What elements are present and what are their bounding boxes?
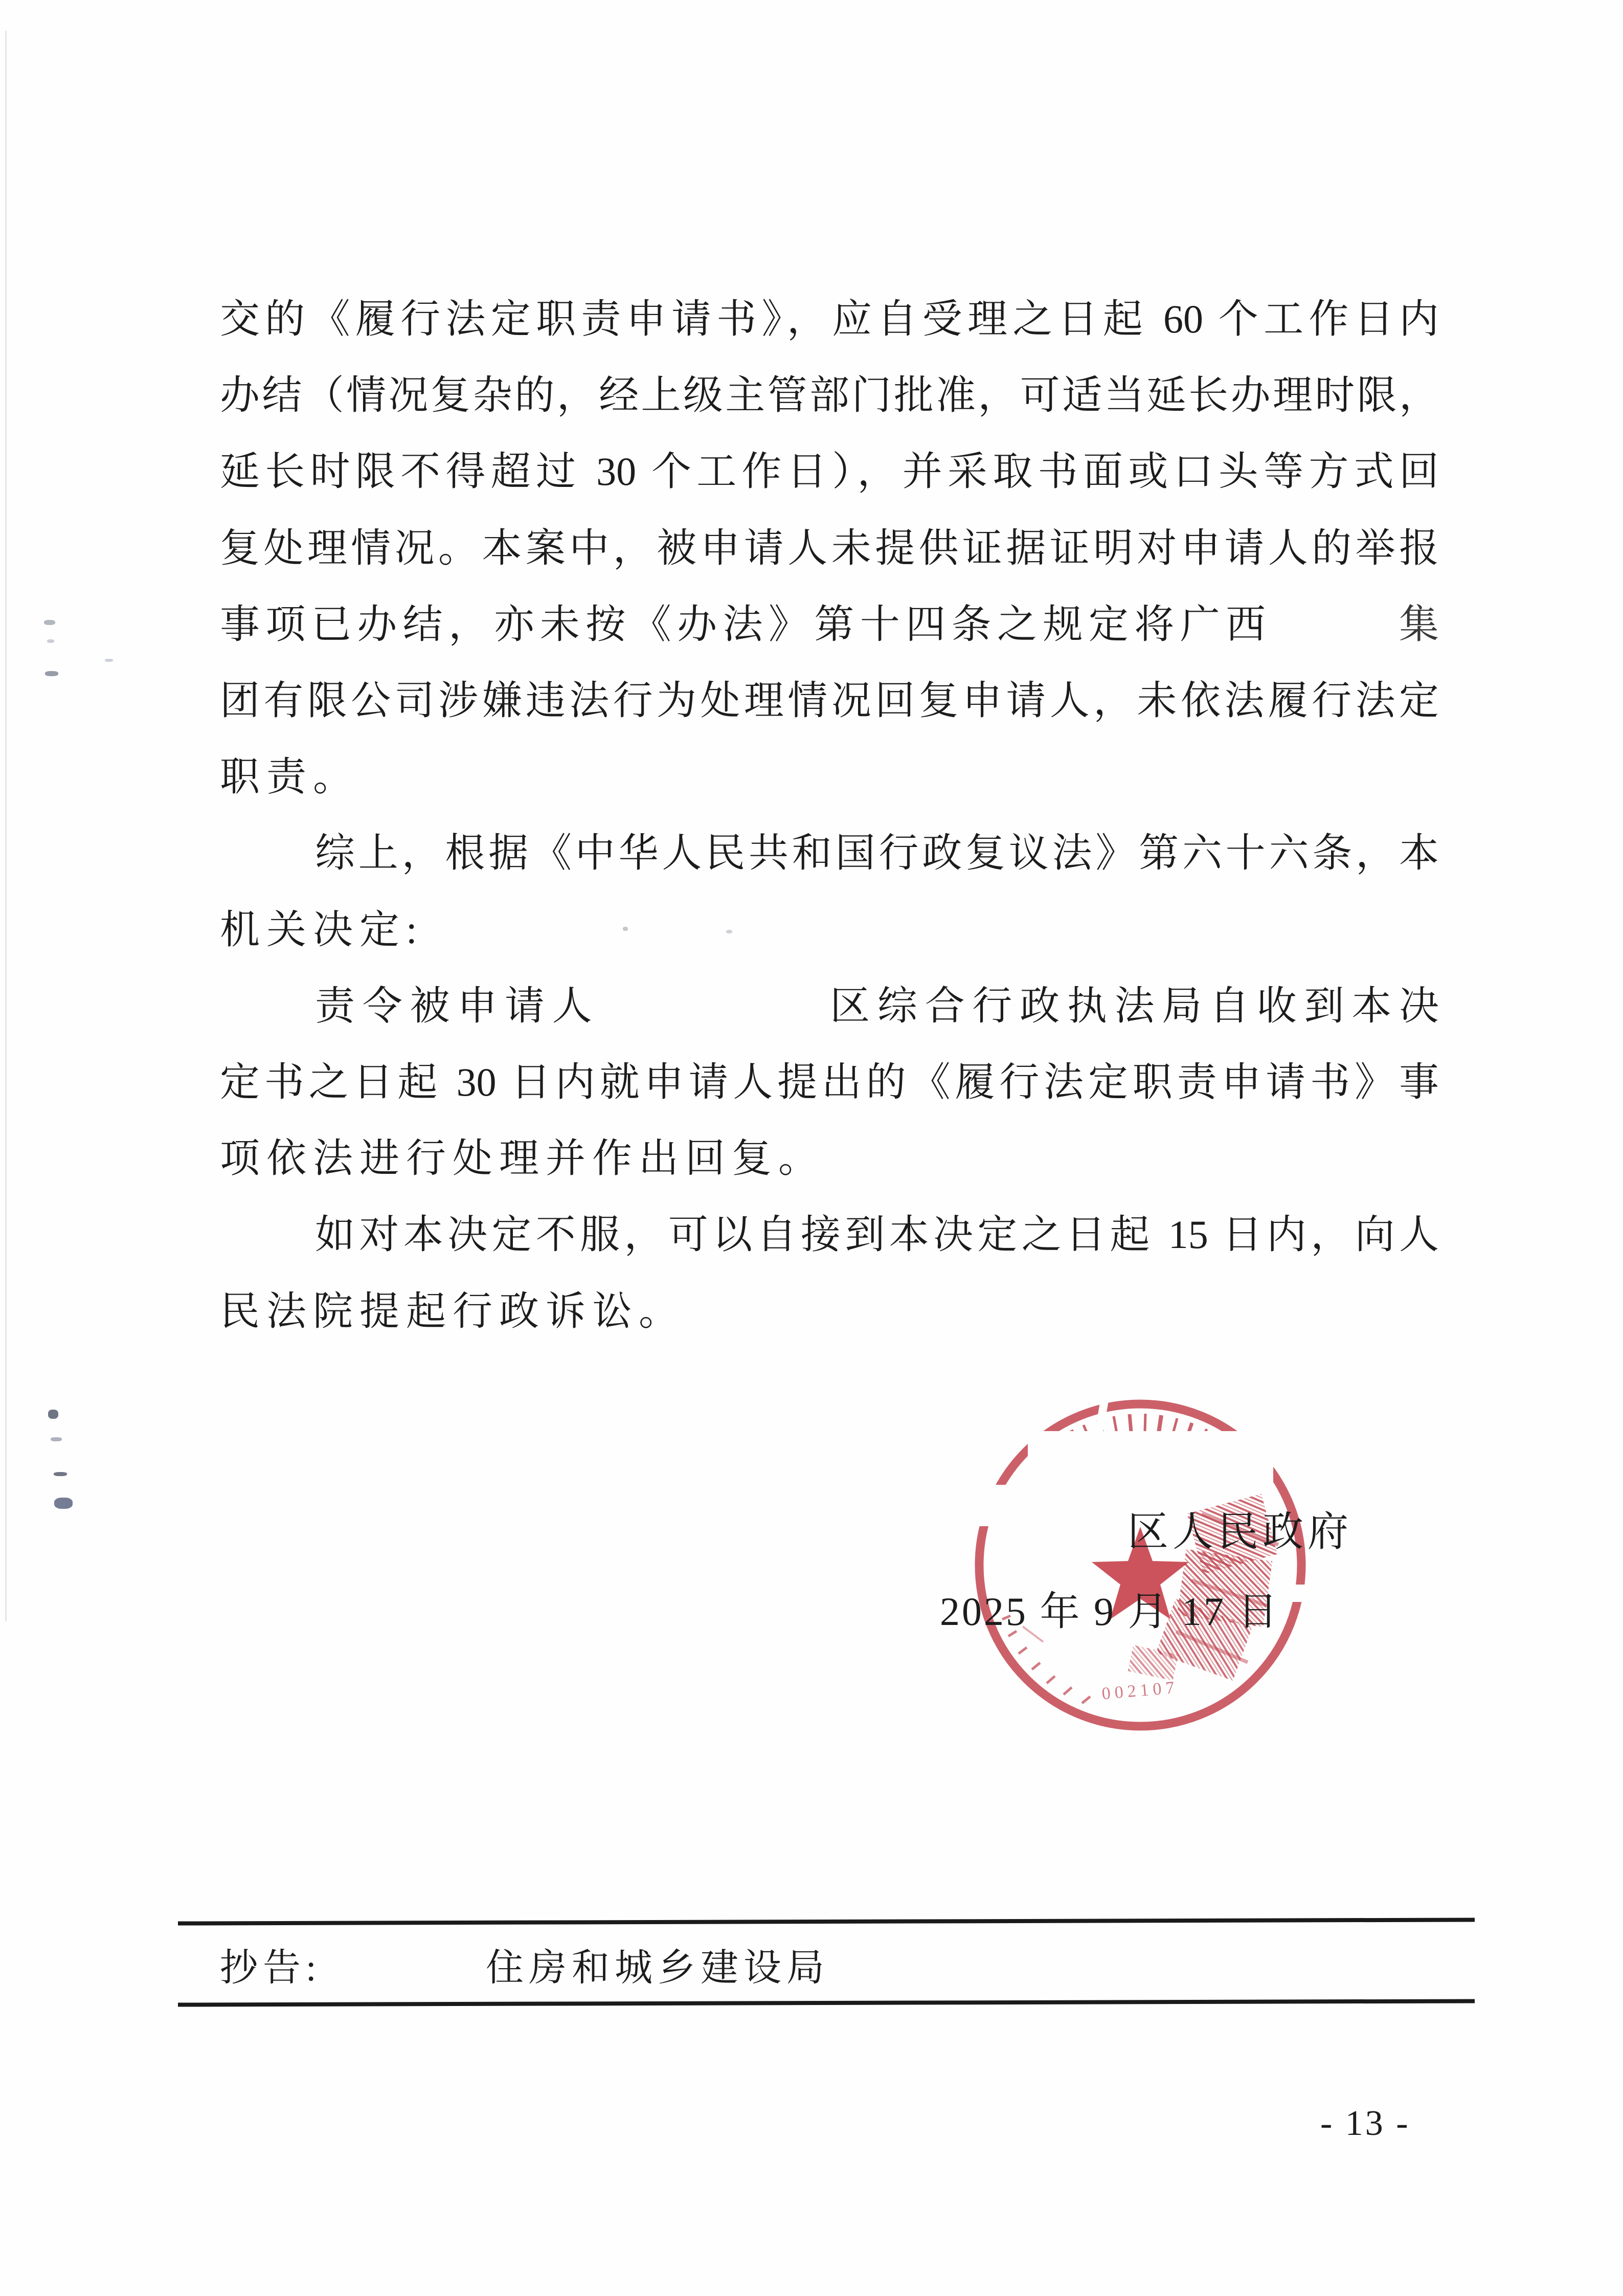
page-number: - 13 - <box>1320 2104 1410 2143</box>
body-line <box>220 748 1439 806</box>
body-line-text: 交的《履行法定职责申请书》，应自受理之日起 60 个工作日内 <box>220 297 1439 341</box>
body-line-text: 民法院提起行政诉讼。 <box>220 1289 686 1333</box>
body-line-text: 机关决定: <box>220 907 424 952</box>
body-line-text: 定书之日起 30 日内就申请人提出的《履行法定职责申请书》事 <box>220 1060 1439 1104</box>
margin-speck <box>48 1410 58 1419</box>
body-line <box>220 672 1439 729</box>
body-line-text: 办结（情况复杂的，经上级主管部门批准，可适当延长办理时限， <box>220 373 1439 417</box>
body-line-text: 项依法进行处理并作出回复。 <box>220 1136 825 1180</box>
margin-speck <box>45 671 58 676</box>
redacted-gap <box>1272 628 1393 629</box>
scan-edge-artifact <box>5 31 7 1621</box>
body-line-text: 综上，根据《中华人民共和国行政复议法》第六十六条，本 <box>315 831 1439 875</box>
redacted-gap <box>599 1010 822 1011</box>
body-line <box>220 520 1439 577</box>
body-line <box>220 367 1439 424</box>
redaction-box <box>1288 1585 1314 1602</box>
signature-date: 2025 年 9 月 17 日 <box>940 1589 1280 1634</box>
body-line-text: 责令被申请人 <box>315 984 600 1028</box>
footer-rule-top <box>178 1918 1475 1925</box>
body-line <box>220 443 1439 500</box>
body-line-text: 事项已办结，亦未按《办法》第十四条之规定将广西 <box>220 602 1272 647</box>
body-line-text: 团有限公司涉嫌违法行为处理情况回复申请人，未依法履行法定 <box>220 678 1439 723</box>
body-line-text: 延长时限不得超过 30 个工作日），并采取书面或口头等方式回 <box>220 449 1439 494</box>
body-line <box>220 1283 1439 1340</box>
body-line <box>220 291 1439 348</box>
body-line <box>220 1206 1439 1263</box>
margin-speck <box>105 659 113 662</box>
body-line-text: 复处理情况。本案中，被申请人未提供证据证明对申请人的举报 <box>220 526 1439 570</box>
margin-speck <box>47 639 54 643</box>
body-line-text: 如对本决定不服，可以自接到本决定之日起 15 日内，向人 <box>315 1212 1439 1257</box>
body-line <box>220 824 1439 882</box>
partial-character-fragment: 集 <box>1393 602 1439 647</box>
body-line <box>220 596 1439 653</box>
footer-copy-label: 抄告: <box>220 1947 322 1989</box>
margin-speck <box>54 1498 73 1509</box>
footer-copy-value: 住房和城乡建设局 <box>486 1947 829 1989</box>
seal-code-text: 002107 <box>1101 1678 1179 1704</box>
margin-speck <box>51 1437 62 1441</box>
body-line-text: 职责。 <box>220 754 360 799</box>
body-line-text: 区综合行政执法局自收到本决 <box>822 984 1439 1028</box>
margin-speck <box>54 1472 67 1476</box>
body-line <box>220 1054 1439 1111</box>
footer-rule-bottom <box>178 1999 1475 2007</box>
margin-speck <box>44 620 55 625</box>
signature-agency: 区人民政府 <box>1128 1510 1352 1555</box>
body-line <box>220 1130 1439 1187</box>
body-line <box>220 977 1439 1035</box>
redaction-box <box>1028 1431 1273 1489</box>
body-line <box>220 901 1439 958</box>
